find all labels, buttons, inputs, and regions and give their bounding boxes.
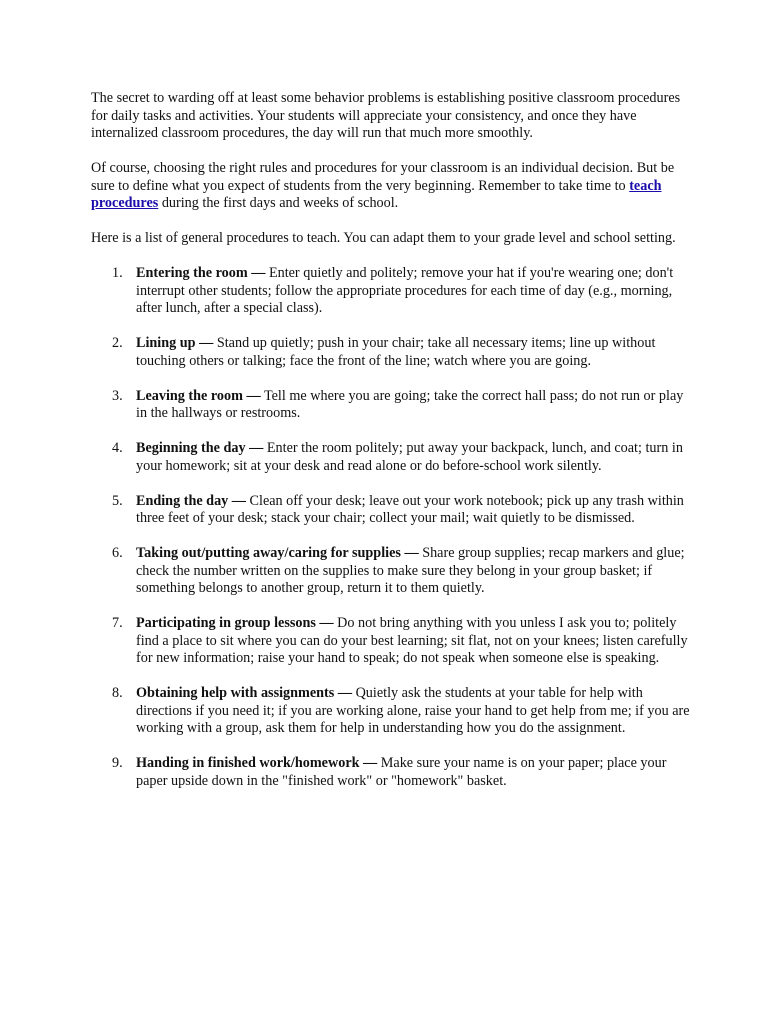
list-item-text: Quietly ask the students at your table for help with directions if you need it; if you are working alone, raise your hand to get help from me; if you are working with a group, ask them for help in understanding how you do the assignment.: [136, 685, 690, 736]
list-item-text: Enter quietly and politely; remove your hat if you're wearing one; don't interrupt other students; follow the appropriate procedures for each time of day (e.g., morning, after lunch, after a special class).: [136, 265, 674, 316]
list-item-text: Tell me where you are going; take the correct hall pass; do not run or play in the hallways or restrooms.: [136, 387, 684, 421]
list-item-title: Lining up —: [136, 335, 214, 351]
list-item: [91, 685, 691, 738]
intro-paragraph-3: Here is a list of general procedures to teach. You can adapt them to your grade level and school setting.: [91, 230, 676, 246]
list-item-title: Ending the day —: [136, 492, 246, 509]
list-item-text: Stand up quietly; push in your chair; take all necessary items; line up without touching others or talking; face the front of the line; watch where you are going.: [136, 335, 656, 369]
intro-paragraph-2-text-before: Of course, choosing the right rules and procedures for your classroom is an individual decision. But be sure to define what you expect of students from the very beginning. Remember to take time to: [91, 160, 675, 194]
list-item: [91, 493, 691, 528]
intro-paragraph-2-text-after: during the first days and weeks of school.: [158, 195, 399, 211]
list-item-number: 1.: [112, 265, 123, 281]
list-item: [91, 440, 691, 475]
list-item-title: Leaving the room —: [136, 387, 261, 404]
list-item-title: Handing in finished work/homework —: [136, 755, 378, 771]
teach-procedures-link[interactable]: teach procedures: [91, 177, 662, 211]
list-item: [91, 335, 691, 370]
list-item-title: Entering the room —: [136, 265, 266, 281]
list-item: [91, 615, 691, 668]
list-item-number: 9.: [112, 755, 123, 771]
list-item-number: 6.: [112, 545, 123, 561]
list-item-number: 7.: [112, 615, 123, 631]
list-item: [91, 545, 691, 598]
list-item-text: Do not bring anything with you unless I ask you to; politely find a place to sit where you can do your best learning; sit flat, not on your knees; listen carefully for new information; raise your hand to speak; do not speak when someone else is speaking.: [136, 615, 688, 666]
list-item-title: Beginning the day —: [136, 440, 264, 456]
list-item-title: Participating in group lessons —: [136, 615, 334, 631]
list-item-text: Share group supplies; recap markers and glue; check the number written on the supplies to make sure they belong in your group basket; if something belongs to another group, return it to them quietly.: [136, 545, 685, 596]
list-item: [91, 265, 691, 318]
list-item: [91, 755, 691, 790]
intro-paragraph-1: The secret to warding off at least some behavior problems is establishing positive classroom procedures for daily tasks and activities. Your students will appreciate your consistency, and once they have internalized classroom procedures, the day will run that much more smoothly.: [91, 90, 681, 141]
procedures-list: [91, 265, 691, 790]
list-item-text: Clean off your desk; leave out your work notebook; pick up any trash within three feet of your desk; stack your chair; collect your mail; wait quietly to be dismissed.: [136, 492, 684, 526]
list-item-number: 4.: [112, 440, 123, 456]
list-item-title: Obtaining help with assignments —: [136, 685, 353, 701]
list-item-number: 5.: [112, 492, 123, 509]
list-item-title: Taking out/putting away/caring for supplies —: [136, 545, 419, 561]
list-item: [91, 388, 691, 423]
intro-paragraph-2: [91, 160, 691, 213]
list-item-number: 8.: [112, 685, 123, 701]
list-item-number: 3.: [112, 387, 123, 404]
list-item-text: Enter the room politely; put away your backpack, lunch, and coat; turn in your homework; sit at your desk and read alone or do before-school work silently.: [136, 440, 683, 474]
list-item-text: Make sure your name is on your paper; place your paper upside down in the "finished work" or "homework" basket.: [136, 755, 667, 789]
document-page: [91, 90, 691, 808]
list-item-number: 2.: [112, 335, 123, 351]
